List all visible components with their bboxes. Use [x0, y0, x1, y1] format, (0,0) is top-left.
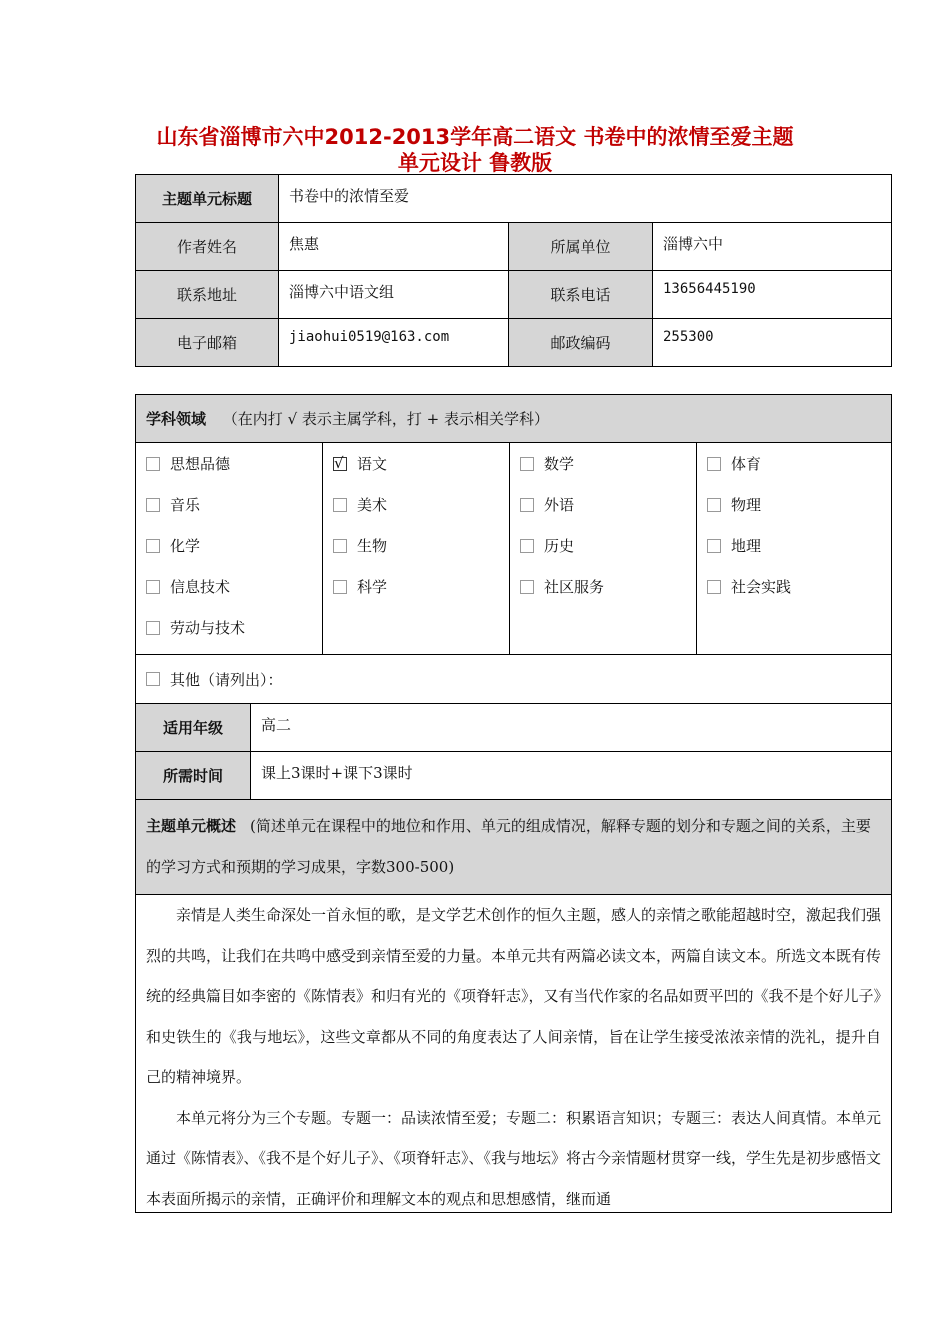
checkbox-icon[interactable] [520, 498, 534, 512]
subject-label: 数学 [544, 455, 575, 473]
subject-item[interactable] [510, 566, 696, 607]
zip-value: 255300 [653, 319, 892, 367]
subject-item[interactable] [510, 525, 696, 566]
checkbox-icon[interactable] [333, 580, 347, 594]
subject-header-label: 学科领域 [146, 410, 207, 428]
checkbox-icon[interactable] [707, 498, 721, 512]
checkbox-icon[interactable] [707, 580, 721, 594]
subject-column-2 [323, 443, 510, 655]
subject-item[interactable] [510, 484, 696, 525]
subject-item[interactable] [323, 525, 509, 566]
subject-other-cell [136, 655, 892, 704]
subject-label: 科学 [357, 578, 388, 596]
subject-label: 地理 [731, 537, 762, 555]
subject-item[interactable] [136, 607, 322, 648]
checkbox-icon[interactable] [146, 621, 160, 635]
subject-label: 思想品德 [170, 455, 231, 473]
subject-label: 物理 [731, 496, 762, 514]
overview-label: 主题单元概述 [146, 817, 237, 835]
info-table [135, 174, 892, 367]
unit-title-label: 主题单元标题 [136, 175, 279, 223]
unit-title-value: 书卷中的浓情至爱 [279, 175, 892, 223]
checkbox-icon[interactable] [146, 457, 160, 471]
overview-note: (简述单元在课程中的地位和作用、单元的组成情况，解释专题的划分和专题之间的关系，主要的学习方式和预期的学习成果，字数300-500) [146, 817, 871, 876]
subject-label: 音乐 [170, 496, 201, 514]
grade-value: 高二 [251, 704, 892, 752]
subject-label: 历史 [544, 537, 575, 555]
time-label: 所需时间 [136, 752, 251, 800]
phone-value: 13656445190 [653, 271, 892, 319]
other-checkbox[interactable] [146, 672, 160, 686]
checkbox-checked-icon[interactable] [333, 457, 347, 471]
document-title-line1: 山东省淄博市六中2012-2013学年高二语文 书卷中的浓情至爱主题 [156, 125, 794, 149]
org-value: 淄博六中 [653, 223, 892, 271]
subject-item[interactable] [510, 443, 696, 484]
subject-column-1 [136, 443, 323, 655]
subject-item[interactable] [697, 484, 891, 525]
overview-header [136, 800, 892, 895]
checkbox-icon[interactable] [146, 498, 160, 512]
checkbox-icon[interactable] [146, 580, 160, 594]
subject-label: 化学 [170, 537, 201, 555]
subject-item[interactable] [697, 525, 891, 566]
org-label: 所属单位 [509, 223, 653, 271]
subject-header-note: （在内打 √ 表示主属学科，打 + 表示相关学科） [222, 410, 549, 428]
address-label: 联系地址 [136, 271, 279, 319]
subject-label: 体育 [731, 455, 762, 473]
subject-item[interactable] [323, 443, 509, 484]
document-title-line2: 单元设计 鲁教版 [397, 151, 553, 175]
subject-label: 语文 [357, 455, 388, 473]
overview-paragraph-1: 亲情是人类生命深处一首永恒的歌，是文学艺术创作的恒久主题，感人的亲情之歌能超越时空，激起我们强烈的共鸣，让我们在共鸣中感受到亲情至爱的力量。本单元共有两篇必读文本，两篇自读文本。所选文本既有传统的经典篇目如李密的《陈情表》和归有光的《项脊轩志》，又有当代作家的名品如贾平凹的《我不是个好儿子》和史铁生的《我与地坛》，这些文章都从不同的角度表达了人间亲情，旨在让学生接受浓浓亲情的洗礼，提升自己的精神境界。 [146, 906, 882, 1086]
author-label: 作者姓名 [136, 223, 279, 271]
other-label: 其他（请列出）： [170, 670, 283, 689]
phone-label: 联系电话 [509, 271, 653, 319]
grade-label: 适用年级 [136, 704, 251, 752]
subject-label: 美术 [357, 496, 388, 514]
subject-header [136, 395, 892, 443]
checkbox-icon[interactable] [333, 498, 347, 512]
subject-label: 社区服务 [544, 578, 605, 596]
subject-item[interactable] [136, 525, 322, 566]
zip-label: 邮政编码 [509, 319, 653, 367]
email-value: jiaohui0519@163.com [279, 319, 509, 367]
checkbox-icon[interactable] [707, 457, 721, 471]
overview-body [136, 895, 892, 1213]
subject-item[interactable] [136, 484, 322, 525]
checkbox-icon[interactable] [520, 580, 534, 594]
subject-label: 劳动与技术 [170, 619, 246, 637]
subject-table [135, 394, 892, 704]
subject-label: 外语 [544, 496, 575, 514]
checkbox-icon[interactable] [146, 539, 160, 553]
subject-item[interactable] [323, 484, 509, 525]
subject-item[interactable] [697, 443, 891, 484]
checkbox-icon[interactable] [520, 539, 534, 553]
subject-item[interactable] [136, 566, 322, 607]
subject-item[interactable] [697, 566, 891, 607]
overview-paragraph-2: 本单元将分为三个专题。专题一：品读浓情至爱；专题二：积累语言知识；专题三：表达人间真情。本单元通过《陈情表》、《我不是个好儿子》、《项脊轩志》、《我与地坛》将古今亲情题材贯穿一线，学生先是初步感悟文本表面所揭示的亲情，正确评价和理解文本的观点和思想感情，继而通 [146, 1108, 882, 1208]
checkbox-icon[interactable] [520, 457, 534, 471]
subject-label: 社会实践 [731, 578, 792, 596]
email-label: 电子邮箱 [136, 319, 279, 367]
subject-column-3 [510, 443, 697, 655]
time-value: 课上3课时+课下3课时 [251, 752, 892, 800]
detail-table [135, 703, 892, 1213]
checkbox-icon[interactable] [707, 539, 721, 553]
subject-item[interactable] [323, 566, 509, 607]
subject-item[interactable] [136, 443, 322, 484]
address-value: 淄博六中语文组 [279, 271, 509, 319]
author-value: 焦惠 [279, 223, 509, 271]
subject-label: 生物 [357, 537, 388, 555]
subject-column-4 [697, 443, 892, 655]
checkbox-icon[interactable] [333, 539, 347, 553]
subject-label: 信息技术 [170, 578, 231, 596]
